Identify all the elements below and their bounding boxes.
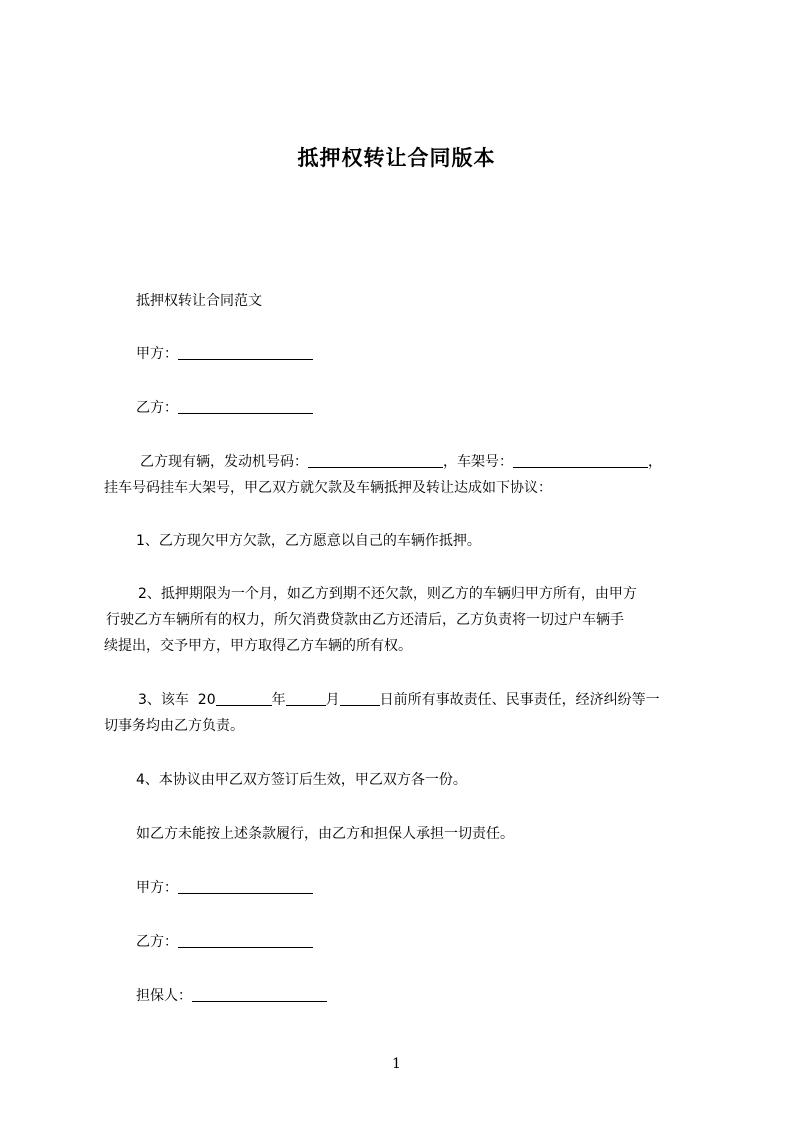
signature-party-a-blank[interactable] xyxy=(178,879,313,894)
vehicle-paragraph xyxy=(104,449,714,501)
clause-3-prefix: 3、该车 20 xyxy=(138,692,216,708)
clause-3-line-2: 切事务均由乙方负责。 xyxy=(104,718,244,734)
signature-party-a xyxy=(104,875,714,901)
subtitle: 抵押权转让合同范文 xyxy=(136,293,262,309)
clause-4 xyxy=(104,767,714,793)
month-label: 月 xyxy=(325,692,340,708)
comma: ， xyxy=(648,454,662,470)
clause-2 xyxy=(104,581,714,659)
liability-paragraph xyxy=(104,821,714,847)
guarantor-label: 担保人： xyxy=(136,988,192,1004)
signature-party-b-label: 乙方： xyxy=(136,934,178,950)
clause-1 xyxy=(104,528,714,554)
subtitle-paragraph xyxy=(104,288,714,314)
clause-2-line-1: 2、抵押期限为一个月，如乙方到期不还欠款，则乙方的车辆归甲方所有，由甲方 xyxy=(138,586,637,602)
document-title: 抵押权转让合同版本 xyxy=(297,146,496,170)
clause-4-text: 4、本协议由甲乙双方签订后生效，甲乙双方各一份。 xyxy=(136,772,467,788)
year-label: 年 xyxy=(271,692,286,708)
vehicle-line-1 xyxy=(104,449,714,475)
page-number: 1 xyxy=(392,1056,401,1072)
year-blank[interactable] xyxy=(216,691,272,706)
clause-3 xyxy=(104,687,714,739)
vehicle-line-2: 挂车号码挂车大架号，甲乙双方就欠款及车辆抵押及转让达成如下协议： xyxy=(104,480,552,496)
guarantor-blank[interactable] xyxy=(192,987,327,1002)
engine-number-blank[interactable] xyxy=(308,453,443,468)
day-blank[interactable] xyxy=(340,691,380,706)
month-blank[interactable] xyxy=(286,691,326,706)
party-a-label: 甲方： xyxy=(136,346,178,362)
signature-guarantor xyxy=(104,983,714,1009)
liability-text: 如乙方未能按上述条款履行，由乙方和担保人承担一切责任。 xyxy=(136,826,514,842)
party-a-line xyxy=(104,341,714,367)
party-b-label: 乙方： xyxy=(136,400,178,416)
party-b-line xyxy=(104,395,714,421)
party-a-blank[interactable] xyxy=(178,345,313,360)
clause-2-line-3: 续提出，交予甲方，甲方取得乙方车辆的所有权。 xyxy=(104,638,412,654)
clause-2-line-2: 行驶乙方车辆所有的权力，所欠消费贷款由乙方还清后，乙方负责将一切过户车辆手 xyxy=(106,612,624,628)
engine-number-label: 乙方现有辆，发动机号码： xyxy=(140,454,308,470)
signature-party-b-blank[interactable] xyxy=(178,933,313,948)
clause-1-text: 1、乙方现欠甲方欠款，乙方愿意以自己的车辆作抵押。 xyxy=(136,533,481,549)
signature-party-a-label: 甲方： xyxy=(136,880,178,896)
signature-party-b xyxy=(104,929,714,955)
frame-number-label: ，车架号： xyxy=(443,454,513,470)
frame-number-blank[interactable] xyxy=(513,453,648,468)
party-b-blank[interactable] xyxy=(178,399,313,414)
clause-3-suffix: 日前所有事故责任、民事责任，经济纠纷等一 xyxy=(379,692,660,708)
